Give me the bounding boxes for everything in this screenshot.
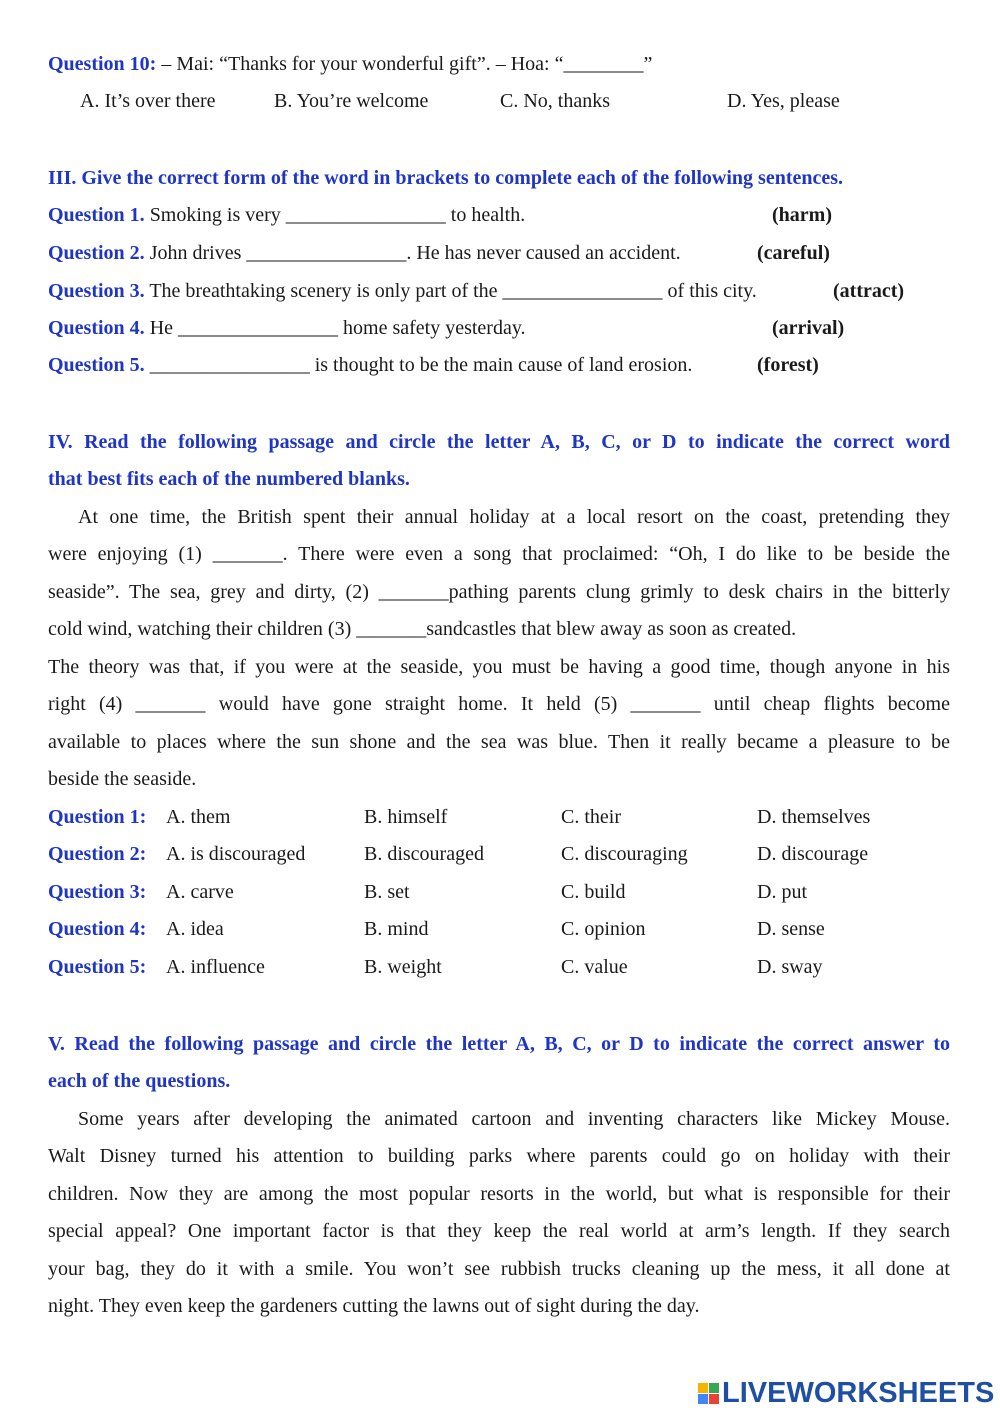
logo-square [709,1383,719,1393]
passage-line: children. Now they are among the most popular resorts in the world, but what is responsible for their [48,1183,950,1205]
question-label: Question 4. [48,317,145,339]
option-a[interactable]: A. them [166,806,231,828]
passage-line: seaside”. The sea, grey and dirty, (2) _______pathing parents clung grimly to desk chairs in the bitterly [48,581,950,603]
option-a[interactable]: A. It’s over there [80,90,216,112]
option-d[interactable]: D. themselves [757,806,871,828]
question-label: Question 5. [48,354,145,376]
word-hint: (forest) [757,354,819,376]
passage-line: Walt Disney turned his attention to building parks where parents could go on holiday with their [48,1145,950,1167]
option-c[interactable]: C. value [561,956,628,978]
option-d[interactable]: D. sense [757,918,825,940]
question-label: Question 3. [48,280,145,302]
passage-line: Some years after developing the animated cartoon and inventing characters like Mickey Mouse. [78,1108,950,1130]
question-text[interactable]: The breathtaking scenery is only part of the ________________ of this city. [149,280,757,302]
question-10 [48,52,652,76]
option-a[interactable]: A. is discouraged [166,843,306,865]
option-c[interactable]: C. opinion [561,918,646,940]
option-b[interactable]: B. weight [364,956,442,978]
option-b[interactable]: B. mind [364,918,429,940]
question-text[interactable]: John drives ________________. He has never caused an accident. [149,242,681,264]
word-form-question-4 [48,316,526,340]
passage-line: your bag, they do it with a smile. You won’t see rubbish trucks cleaning up the mess, it all done at [48,1258,950,1280]
cloze-question-5-label: Question 5: [48,956,147,978]
section-4-heading: IV. Read the following passage and circle the letter A, B, C, or D to indicate the correct word [48,431,950,453]
word-form-question-2 [48,241,681,265]
option-b[interactable]: B. himself [364,806,448,828]
option-a[interactable]: A. idea [166,918,224,940]
option-d[interactable]: D. Yes, please [727,90,840,112]
passage-line: At one time, the British spent their annual holiday at a local resort on the coast, pretending they [78,506,950,528]
passage-line: special appeal? One important factor is that they keep the real world at arm’s length. If they search [48,1220,950,1242]
logo-square [698,1394,708,1404]
section-5-heading: V. Read the following passage and circle the letter A, B, C, or D to indicate the correct answer to [48,1033,950,1055]
option-c[interactable]: C. No, thanks [500,90,610,112]
option-a[interactable]: A. carve [166,881,234,903]
passage-line: night. They even keep the gardeners cutting the lawns out of sight during the day. [48,1295,700,1317]
option-b[interactable]: B. discouraged [364,843,484,865]
question-text[interactable]: He ________________ home safety yesterday. [149,317,526,339]
section-4-heading-cont: that best fits each of the numbered blanks. [48,468,410,490]
passage-line: right (4) _______ would have gone straight home. It held (5) _______ until cheap flights become [48,693,950,715]
word-form-question-5 [48,353,692,377]
question-label: Question 10: [48,53,157,75]
question-text: – Mai: “Thanks for your wonderful gift”. – Hoa: “________” [161,53,653,75]
passage-line: available to places where the sun shone and the sea was blue. Then it really became a pleasure to be [48,731,950,753]
option-d[interactable]: D. put [757,881,807,903]
word-hint: (attract) [833,280,905,302]
option-c[interactable]: C. their [561,806,621,828]
passage-line: beside the seaside. [48,768,197,790]
option-c[interactable]: C. discouraging [561,843,688,865]
option-b[interactable]: B. You’re welcome [274,90,429,112]
option-b[interactable]: B. set [364,881,410,903]
logo-square [698,1383,708,1393]
question-label: Question 2. [48,242,145,264]
option-c[interactable]: C. build [561,881,626,903]
cloze-question-2-label: Question 2: [48,843,147,865]
question-label: Question 1. [48,204,145,226]
logo-mark-icon [698,1383,719,1404]
word-form-question-3 [48,279,757,303]
question-text[interactable]: Smoking is very ________________ to health. [149,204,526,226]
cloze-question-1-label: Question 1: [48,806,147,828]
option-d[interactable]: D. sway [757,956,823,978]
cloze-question-3-label: Question 3: [48,881,147,903]
logo-text: LIVEWORKSHEETS [722,1376,995,1409]
word-hint: (harm) [772,204,832,226]
section-5-heading-cont: each of the questions. [48,1070,231,1092]
section-3-heading: III. Give the correct form of the word in brackets to complete each of the following sentences. [48,167,844,189]
liveworksheets-logo[interactable] [698,1378,994,1408]
logo-square [709,1394,719,1404]
word-hint: (arrival) [772,317,845,339]
passage-line: The theory was that, if you were at the seaside, you must be having a good time, though anyone in his [48,656,950,678]
question-text[interactable]: ________________ is thought to be the main cause of land erosion. [149,354,693,376]
cloze-question-4-label: Question 4: [48,918,147,940]
word-form-question-1 [48,203,525,227]
word-hint: (careful) [757,242,830,264]
passage-line: were enjoying (1) _______. There were even a song that proclaimed: “Oh, I do like to be beside the [48,543,950,565]
option-a[interactable]: A. influence [166,956,265,978]
option-d[interactable]: D. discourage [757,843,869,865]
passage-line: cold wind, watching their children (3) _______sandcastles that blew away as soon as created. [48,618,797,640]
